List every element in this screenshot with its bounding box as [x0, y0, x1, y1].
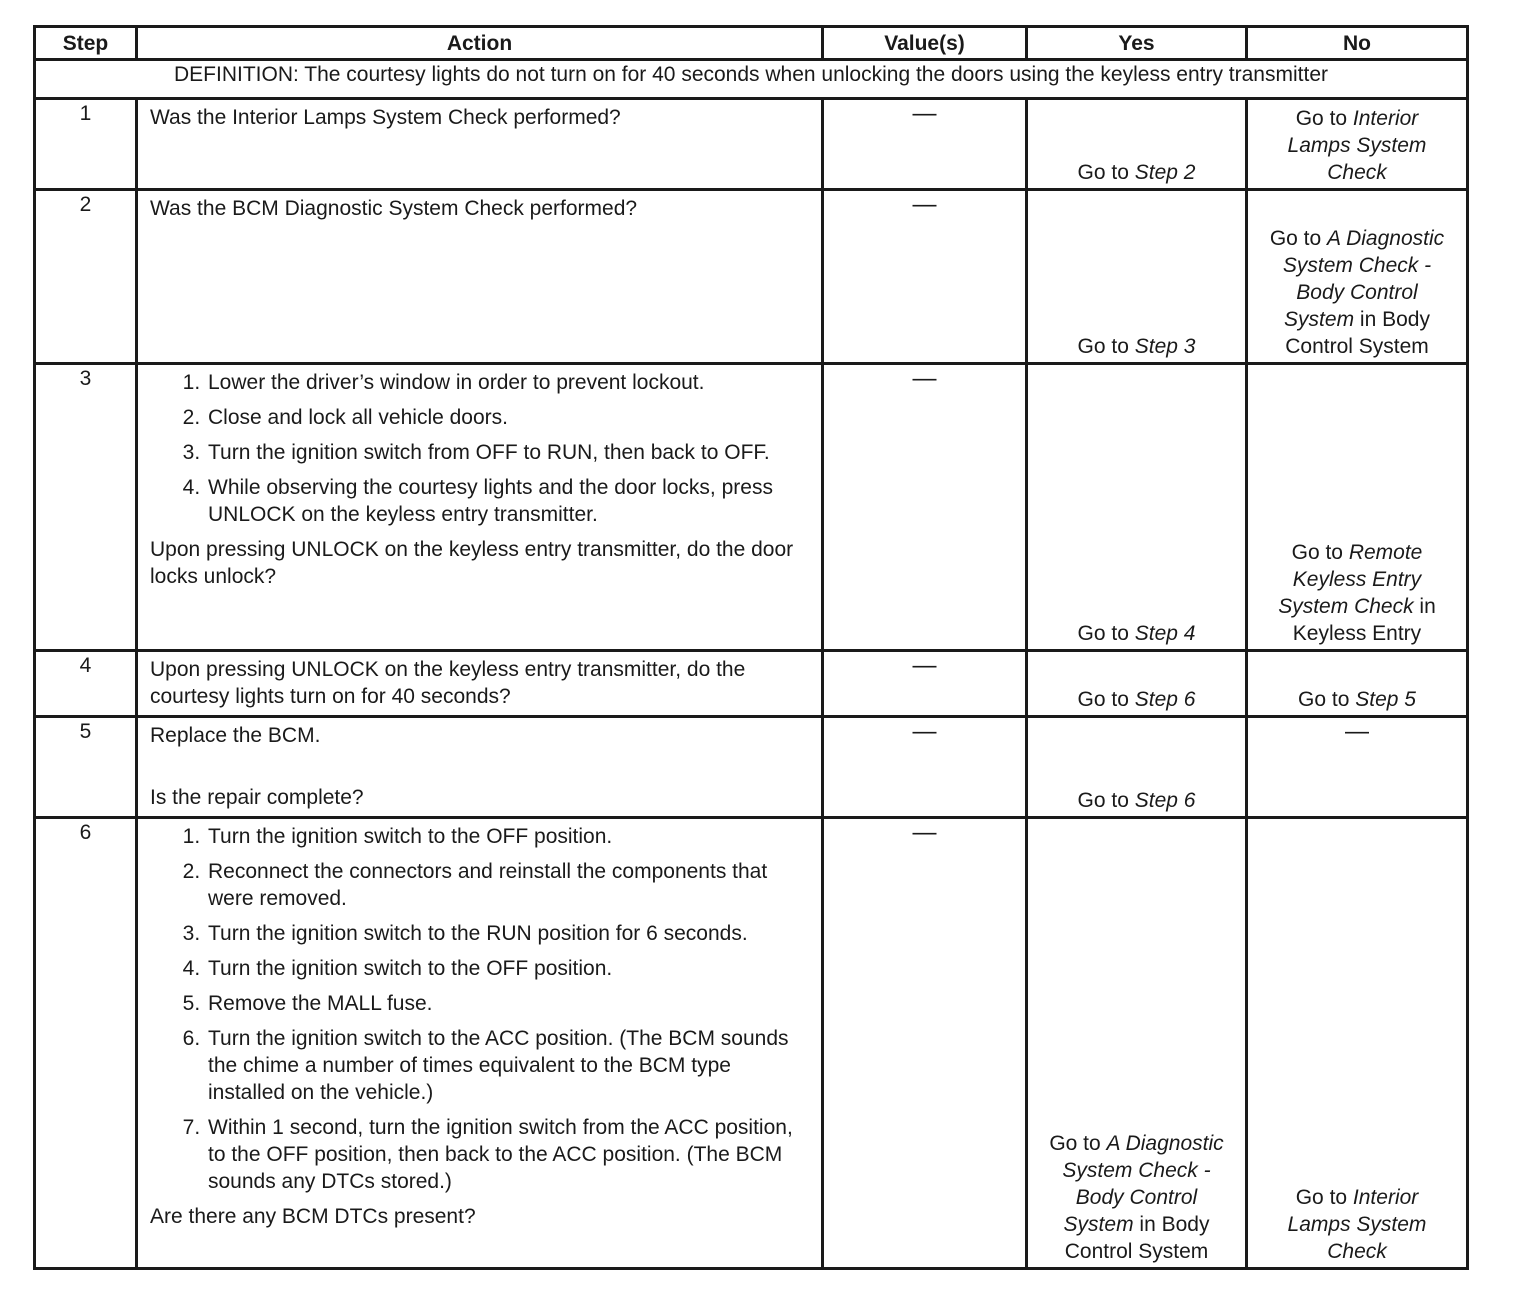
action-steps [150, 823, 811, 1195]
yes-link[interactable]: Step 2 [1134, 161, 1196, 184]
step-number: 6 [35, 818, 137, 1269]
list-item: 3. Turn the ignition switch to the RUN position for 6 seconds. [206, 920, 811, 947]
action-question: Upon pressing UNLOCK on the keyless entry transmitter, do the door locks unlock? [150, 538, 794, 588]
action-question: Upon pressing UNLOCK on the keyless entry transmitter, do the courtesy lights turn on for 40 seconds? [150, 658, 746, 708]
list-item: 7. Within 1 second, turn the ignition switch from the ACC position, to the OFF position, then back to the ACC position. (The BCM sounds any DTCs stored.) [206, 1114, 811, 1195]
list-item: 4. While observing the courtesy lights and the door locks, press UNLOCK on the keyless entry transmitter. [206, 474, 811, 528]
action-question: Is the repair complete? [150, 786, 364, 809]
yes-prefix: Go to [1049, 1132, 1107, 1155]
yes-cell [1027, 717, 1247, 818]
step-number: 2 [35, 190, 137, 364]
yes-suffix: in Body Control System [1064, 1213, 1210, 1263]
no-link[interactable]: Interior Lamps System Check [1287, 1186, 1427, 1263]
list-item: 1. Lower the driver’s window in order to prevent lockout. [206, 369, 811, 396]
header-no: No [1247, 27, 1468, 60]
no-suffix: in Body Control System [1285, 308, 1430, 358]
action-question: Was the BCM Diagnostic System Check performed? [150, 197, 638, 220]
diagnostic-table [33, 25, 1469, 1270]
header-yes: Yes [1027, 27, 1247, 60]
value-cell: — [823, 651, 1027, 717]
no-cell [1247, 99, 1468, 190]
no-prefix: Go to [1295, 107, 1353, 130]
step-number: 3 [35, 364, 137, 651]
action-question: Was the Interior Lamps System Check performed? [150, 106, 621, 129]
action-question: Are there any BCM DTCs present? [150, 1205, 476, 1228]
value-cell: — [823, 818, 1027, 1269]
table-row [35, 818, 1468, 1269]
no-cell: — [1247, 717, 1468, 818]
value-cell: — [823, 190, 1027, 364]
yes-link[interactable]: Step 3 [1134, 335, 1196, 358]
no-suffix: in Keyless Entry [1292, 595, 1436, 645]
step-number: 4 [35, 651, 137, 717]
no-prefix: Go to [1295, 1186, 1353, 1209]
yes-cell [1027, 651, 1247, 717]
yes-link[interactable]: A Diagnostic System Check - Body Control System [1062, 1132, 1224, 1236]
no-cell [1247, 651, 1468, 717]
list-item: 5. Remove the MALL fuse. [206, 990, 811, 1017]
yes-prefix: Go to [1077, 622, 1135, 645]
yes-link[interactable]: Step 6 [1134, 688, 1196, 711]
step-number: 1 [35, 99, 137, 190]
no-link[interactable]: A Diagnostic System Check - Body Control System [1282, 227, 1445, 331]
action-cell [137, 651, 823, 717]
action-steps [150, 369, 811, 528]
header-values: Value(s) [823, 27, 1027, 60]
yes-link[interactable]: Step 4 [1134, 622, 1196, 645]
yes-prefix: Go to [1077, 335, 1135, 358]
definition-row [35, 60, 1468, 99]
action-instruction: Replace the BCM. [150, 724, 321, 747]
no-cell [1247, 190, 1468, 364]
no-link[interactable]: Step 5 [1355, 688, 1416, 711]
no-prefix: Go to [1269, 227, 1328, 250]
no-cell [1247, 364, 1468, 651]
yes-prefix: Go to [1077, 161, 1135, 184]
yes-cell [1027, 190, 1247, 364]
table-row [35, 651, 1468, 717]
table-row [35, 717, 1468, 818]
action-cell [137, 190, 823, 364]
step-number: 5 [35, 717, 137, 818]
list-item: 2. Reconnect the connectors and reinstall the components that were removed. [206, 858, 811, 912]
action-cell [137, 364, 823, 651]
table-row [35, 190, 1468, 364]
yes-cell [1027, 818, 1247, 1269]
yes-link[interactable]: Step 6 [1134, 789, 1196, 812]
action-cell [137, 717, 823, 818]
list-item: 2. Close and lock all vehicle doors. [206, 404, 811, 431]
yes-cell [1027, 99, 1247, 190]
list-item: 3. Turn the ignition switch from OFF to RUN, then back to OFF. [206, 439, 811, 466]
table-row [35, 99, 1468, 190]
yes-prefix: Go to [1077, 789, 1135, 812]
no-link[interactable]: Remote Keyless Entry System Check [1278, 541, 1423, 618]
no-prefix: Go to [1291, 541, 1349, 564]
value-cell: — [823, 99, 1027, 190]
header-step: Step [35, 27, 137, 60]
value-cell: — [823, 364, 1027, 651]
yes-prefix: Go to [1077, 688, 1135, 711]
header-action: Action [137, 27, 823, 60]
action-cell [137, 99, 823, 190]
value-cell: — [823, 717, 1027, 818]
yes-cell [1027, 364, 1247, 651]
no-cell [1247, 818, 1468, 1269]
action-cell [137, 818, 823, 1269]
list-item: 4. Turn the ignition switch to the OFF position. [206, 955, 811, 982]
list-item: 1. Turn the ignition switch to the OFF position. [206, 823, 811, 850]
table-row [35, 364, 1468, 651]
definition-text: DEFINITION: The courtesy lights do not turn on for 40 seconds when unlocking the doors using the keyless entry transmitter [35, 60, 1468, 99]
list-item: 6. Turn the ignition switch to the ACC position. (The BCM sounds the chime a number of times equivalent to the BCM type installed on the vehicle.) [206, 1025, 811, 1106]
no-prefix: Go to [1298, 688, 1356, 711]
header-row [35, 27, 1468, 60]
no-link[interactable]: Interior Lamps System Check [1287, 107, 1427, 184]
